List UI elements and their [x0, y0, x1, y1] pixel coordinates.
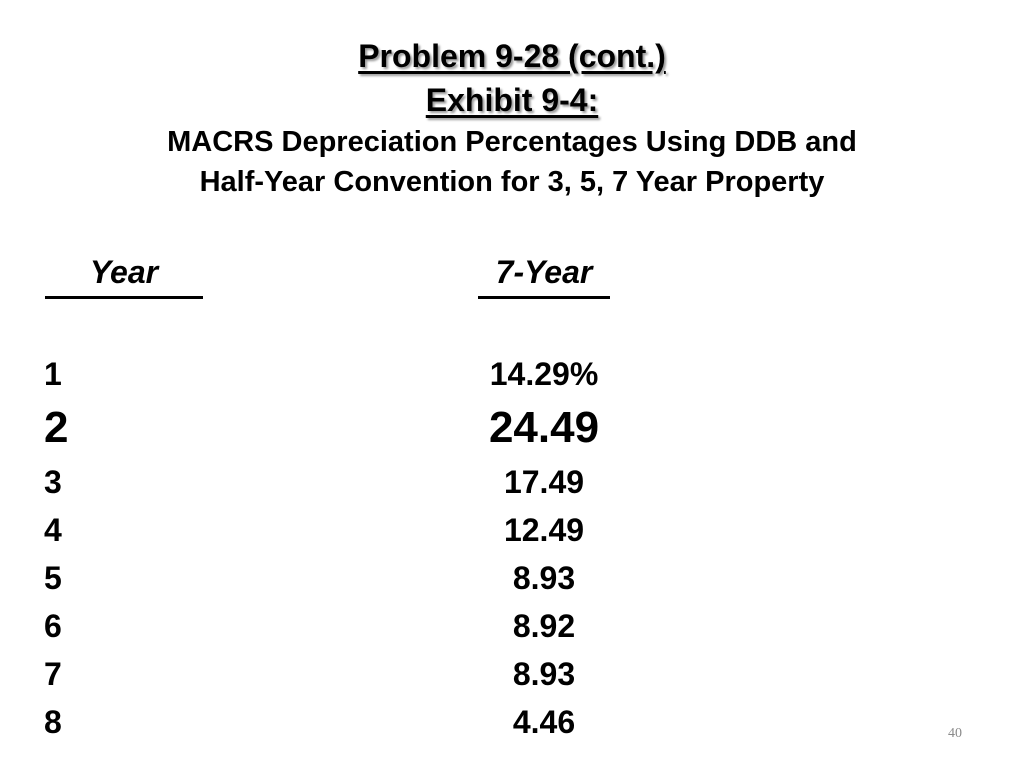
percentage-cell: 24.49 [488, 403, 600, 452]
table-row [0, 398, 1024, 458]
table-row [0, 458, 1024, 506]
percentage-cell: 12.49 [503, 512, 585, 548]
table-header [0, 252, 1024, 300]
year-cell: 3 [44, 464, 62, 500]
percentage-cell: 8.92 [512, 608, 576, 644]
table-row [0, 698, 1024, 746]
year-cell: 2 [44, 403, 69, 452]
year-cell: 1 [44, 356, 62, 392]
subtitle-line-1: MACRS Depreciation Percentages Using DDB and [167, 126, 857, 158]
percentage-cell: 17.49 [503, 464, 585, 500]
percentage-cell: 14.29% [489, 356, 599, 392]
year-cell: 6 [44, 608, 62, 644]
percentage-cell: 4.46 [512, 704, 576, 740]
year-column-header: Year [45, 252, 203, 299]
exhibit-title: Exhibit 9-4: [425, 82, 599, 118]
percentage-cell: 8.93 [512, 560, 576, 596]
depreciation-table [0, 350, 1024, 746]
year-cell: 7 [44, 656, 62, 692]
table-row [0, 350, 1024, 398]
table-row [0, 554, 1024, 602]
year-cell: 4 [44, 512, 62, 548]
seven-year-column-header: 7-Year [478, 252, 610, 299]
page-number: 40 [948, 726, 962, 741]
table-row [0, 506, 1024, 554]
slide-title [0, 34, 1024, 202]
subtitle-line-2: Half-Year Convention for 3, 5, 7 Year Property [199, 166, 825, 198]
percentage-cell: 8.93 [512, 656, 576, 692]
table-row [0, 602, 1024, 650]
year-cell: 5 [44, 560, 62, 596]
problem-title: Problem 9-28 (cont.) [358, 38, 666, 74]
table-row [0, 650, 1024, 698]
year-cell: 8 [44, 704, 62, 740]
